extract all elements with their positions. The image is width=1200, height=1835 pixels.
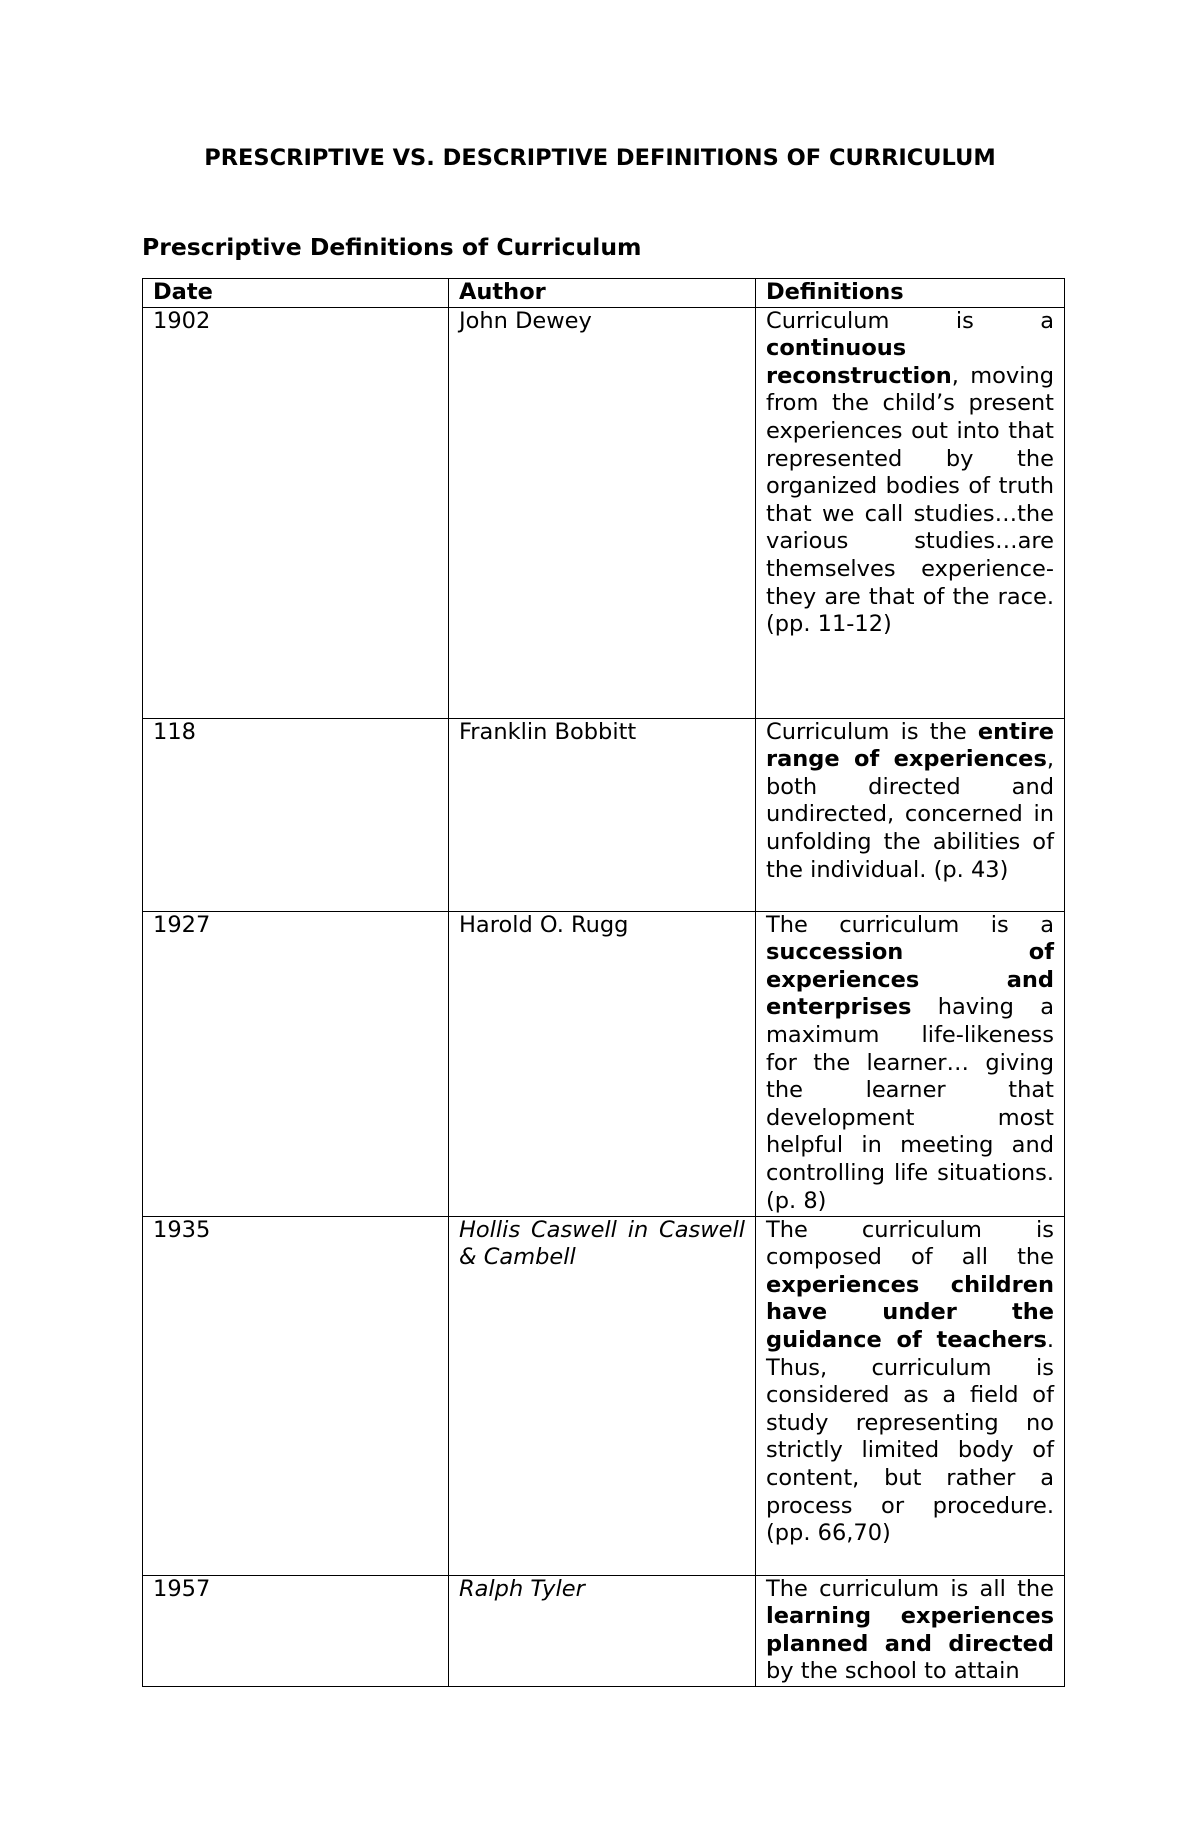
table-body bbox=[143, 307, 1065, 1686]
definition-emphasis: succession of experiences and enterprises bbox=[766, 939, 1054, 1021]
cell-date: 118 bbox=[143, 718, 449, 911]
definition-text: The curriculum is all the bbox=[766, 1575, 1054, 1602]
table-row bbox=[143, 1575, 1065, 1686]
definition-emphasis: continuous reconstruction bbox=[766, 335, 952, 389]
header-author: Author bbox=[449, 279, 756, 308]
cell-definition bbox=[756, 1216, 1065, 1575]
header-date: Date bbox=[143, 279, 449, 308]
definition-emphasis: entire range of experiences bbox=[766, 718, 1054, 773]
definition-text: , moving from the child’s present experiences out into that represented by the organized bodies of truth that we call studies…the various studies…are themselves experience- they are that of the race. (pp. 11-12) bbox=[766, 362, 1054, 638]
section-heading: Prescriptive Definitions of Curriculum bbox=[142, 233, 642, 261]
definitions-table bbox=[142, 278, 1065, 1687]
table-row bbox=[143, 1216, 1065, 1575]
cell-author: Ralph Tyler bbox=[449, 1575, 756, 1686]
definition-text: , both directed and undirected, concerned in unfolding the abilities of the individual. (p. 43) bbox=[766, 746, 1054, 883]
table-header-row bbox=[143, 279, 1065, 308]
page-title: PRESCRIPTIVE VS. DESCRIPTIVE DEFINITIONS OF CURRICULUM bbox=[204, 145, 996, 171]
definition-text: Curriculum is the bbox=[766, 718, 978, 745]
definition-text: Curriculum is a bbox=[766, 307, 1054, 334]
cell-definition bbox=[756, 307, 1065, 718]
cell-date: 1957 bbox=[143, 1575, 449, 1686]
cell-date: 1927 bbox=[143, 911, 449, 1216]
definition-text: The curriculum is a bbox=[766, 911, 1054, 938]
definition-text: having a maximum life-likeness for the learner… giving the learner that development most helpful in meeting and controlling life situations. (p. 8) bbox=[766, 994, 1054, 1214]
cell-author: John Dewey bbox=[449, 307, 756, 718]
table-row bbox=[143, 718, 1065, 911]
definition-emphasis: experiences children have under the guidance of teachers bbox=[766, 1271, 1054, 1353]
definition-emphasis: learning experiences planned and directed bbox=[766, 1603, 1054, 1657]
cell-date: 1902 bbox=[143, 307, 449, 718]
cell-definition bbox=[756, 1575, 1065, 1686]
table-row bbox=[143, 911, 1065, 1216]
cell-author: Harold O. Rugg bbox=[449, 911, 756, 1216]
definition-text: . Thus, curriculum is considered as a field of study representing no strictly limited body of content, but rather a process or procedure. (pp. 66,70) bbox=[766, 1326, 1054, 1547]
header-definitions: Definitions bbox=[756, 279, 1065, 308]
cell-definition bbox=[756, 911, 1065, 1216]
cell-author: Franklin Bobbitt bbox=[449, 718, 756, 911]
cell-author: Hollis Caswell in Caswell & Cambell bbox=[449, 1216, 756, 1575]
definition-text: The curriculum is composed of all the bbox=[766, 1216, 1054, 1271]
cell-definition bbox=[756, 718, 1065, 911]
table-row bbox=[143, 307, 1065, 718]
cell-date: 1935 bbox=[143, 1216, 449, 1575]
definition-text: by the school to attain bbox=[766, 1658, 1020, 1685]
